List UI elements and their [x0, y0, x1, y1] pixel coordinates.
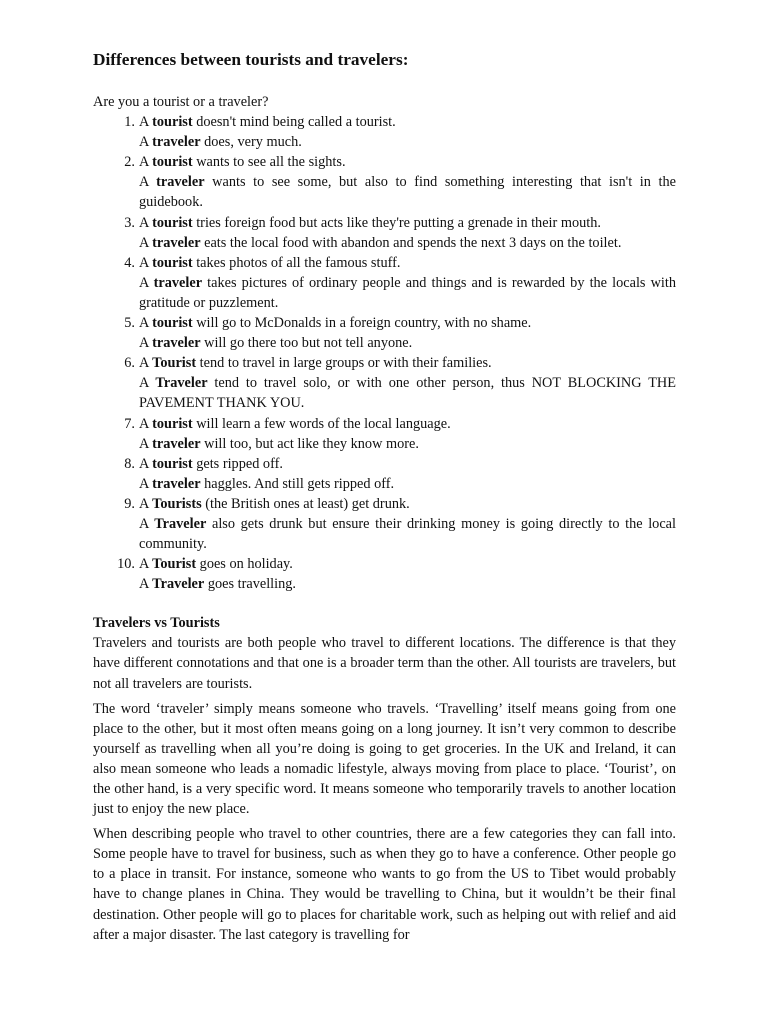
- article: A: [139, 174, 157, 191]
- list-item: [93, 353, 676, 413]
- term: Traveler: [152, 576, 205, 593]
- section-title: Travelers vs Tourists: [93, 615, 220, 632]
- term: tourist: [152, 154, 193, 171]
- list-number: 7.: [124, 415, 135, 432]
- article: A: [139, 254, 153, 271]
- line-text: doesn't mind being called a tourist.: [192, 114, 396, 131]
- article: A: [139, 274, 154, 291]
- tourist-line: [139, 112, 676, 132]
- tourist-line: [139, 253, 676, 273]
- line-text: will go there too but not tell anyone.: [200, 335, 413, 352]
- article: A: [139, 435, 153, 452]
- article: A: [139, 114, 153, 131]
- article: A: [139, 415, 153, 432]
- paragraph: When describing people who travel to other countries, there are a few categories they can fall into. Some people have to travel for business, such as when they go to have a conference. Other people go to a place in transit. For instance, someone who wants to go from the US to Tibet would probably have to change planes in China. They would be travelling to China, but it wouldn’t be their final destination. Other people will go to places for charitable work, such as helping out with relief and aid after a major disaster. The last category is travelling for: [93, 826, 676, 943]
- traveler-line: [139, 172, 676, 212]
- article: A: [139, 134, 153, 151]
- term: Tourist: [152, 556, 197, 573]
- article: A: [139, 355, 153, 372]
- list-item: [93, 414, 676, 454]
- list-number: 1.: [124, 114, 135, 131]
- tourist-line: [139, 313, 676, 333]
- line-text: eats the local food with abandon and spends the next 3 days on the toilet.: [200, 234, 622, 251]
- article: A: [139, 154, 153, 171]
- term: traveler: [152, 234, 201, 251]
- article: A: [139, 495, 153, 512]
- line-text: wants to see some, but also to find something interesting that isn't in the guidebook.: [139, 174, 676, 211]
- tourist-line: [139, 353, 676, 373]
- term: traveler: [152, 335, 201, 352]
- term: Traveler: [154, 515, 207, 532]
- traveler-line: [139, 474, 676, 494]
- article: A: [139, 556, 153, 573]
- list-item: [93, 554, 676, 594]
- term: Tourists: [152, 495, 202, 512]
- list-number: 4.: [124, 254, 135, 271]
- tourist-line: [139, 152, 676, 172]
- term: traveler: [152, 475, 201, 492]
- document-page: [93, 48, 676, 950]
- line-text: will go to McDonalds in a foreign country, with no shame.: [192, 315, 532, 332]
- list-item: [93, 454, 676, 494]
- article: A: [139, 335, 153, 352]
- article: A: [139, 214, 153, 231]
- tourist-line: [139, 213, 676, 233]
- tourist-line: [139, 494, 676, 514]
- line-text: does, very much.: [200, 134, 302, 151]
- list-number: 8.: [124, 455, 135, 472]
- traveler-line: [139, 434, 676, 454]
- traveler-line: [139, 574, 676, 594]
- term: Tourist: [152, 355, 197, 372]
- term: traveler: [153, 274, 203, 291]
- line-text: goes travelling.: [204, 576, 296, 593]
- line-text: wants to see all the sights.: [192, 154, 346, 171]
- list-item: [93, 253, 676, 313]
- paragraph: The word ‘traveler’ simply means someone who travels. ‘Travelling’ itself means going from one place to the other, but it most often means going on a long journey. It isn’t very common to describe yourself as travelling when all you’re doing is going to get groceries. In the UK and Ireland, it can also mean someone who leads a nomadic lifestyle, always moving from place to place. ‘Tourist’, on the other hand, is a very specific word. It means someone who temporarily travels to another location just to enjoy the new place.: [93, 700, 676, 818]
- article: A: [139, 455, 153, 472]
- list-number: 9.: [124, 495, 135, 512]
- term: traveler: [156, 174, 205, 191]
- traveler-line: [139, 373, 676, 413]
- article: A: [139, 515, 155, 532]
- document-title: Differences between tourists and travelers:: [93, 50, 409, 69]
- article: A: [139, 375, 156, 392]
- line-text: gets ripped off.: [192, 455, 283, 472]
- list-number: 6.: [124, 355, 135, 372]
- list-number: 2.: [124, 154, 135, 171]
- article: A: [139, 576, 153, 593]
- line-text: tries foreign food but acts like they're putting a grenade in their mouth.: [192, 214, 601, 231]
- term: tourist: [152, 315, 193, 332]
- traveler-line: [139, 233, 676, 253]
- line-text: tend to travel in large groups or with their families.: [196, 355, 492, 372]
- article: A: [139, 315, 153, 332]
- line-text: goes on holiday.: [196, 556, 293, 573]
- article: A: [139, 475, 153, 492]
- line-text: also gets drunk but ensure their drinking money is going directly to the local community.: [139, 515, 676, 553]
- line-text: haggles. And still gets ripped off.: [200, 475, 395, 492]
- tourist-line: [139, 414, 676, 434]
- term: tourist: [152, 214, 193, 231]
- traveler-line: [139, 514, 676, 554]
- list-number: 5.: [124, 315, 135, 332]
- line-text: will learn a few words of the local language.: [192, 415, 451, 432]
- traveler-line: [139, 132, 676, 152]
- list-item: [93, 213, 676, 253]
- list-item: [93, 112, 676, 152]
- term: tourist: [152, 455, 193, 472]
- term: tourist: [152, 254, 193, 271]
- paragraph: Travelers and tourists are both people who travel to different locations. The difference is that they have different connotations and that one is a broader term than the other. All tourists are travelers, but not all travelers are tourists.: [93, 635, 676, 692]
- list-number: 10.: [117, 556, 135, 573]
- traveler-line: [139, 273, 676, 313]
- intro-question: Are you a tourist or a traveler?: [93, 94, 269, 110]
- tourist-line: [139, 454, 676, 474]
- article: A: [139, 234, 153, 251]
- traveler-line: [139, 333, 676, 353]
- term: Traveler: [155, 375, 208, 392]
- term: traveler: [152, 435, 201, 452]
- term: tourist: [152, 415, 193, 432]
- list-item: [93, 494, 676, 554]
- tourist-line: [139, 554, 676, 574]
- list-number: 3.: [124, 214, 135, 231]
- line-text: will too, but act like they know more.: [200, 435, 419, 452]
- list-item: [93, 152, 676, 212]
- term: traveler: [152, 134, 201, 151]
- list-item: [93, 313, 676, 353]
- line-text: (the British ones at least) get drunk.: [201, 495, 410, 512]
- line-text: takes photos of all the famous stuff.: [192, 254, 401, 271]
- line-text: tend to travel solo, or with one other person, thus NOT BLOCKING THE PAVEMENT THANK YOU.: [139, 375, 676, 412]
- term: tourist: [152, 114, 193, 131]
- differences-list: [93, 112, 676, 594]
- line-text: takes pictures of ordinary people and things and is rewarded by the locals with gratitude or puzzlement.: [139, 274, 676, 311]
